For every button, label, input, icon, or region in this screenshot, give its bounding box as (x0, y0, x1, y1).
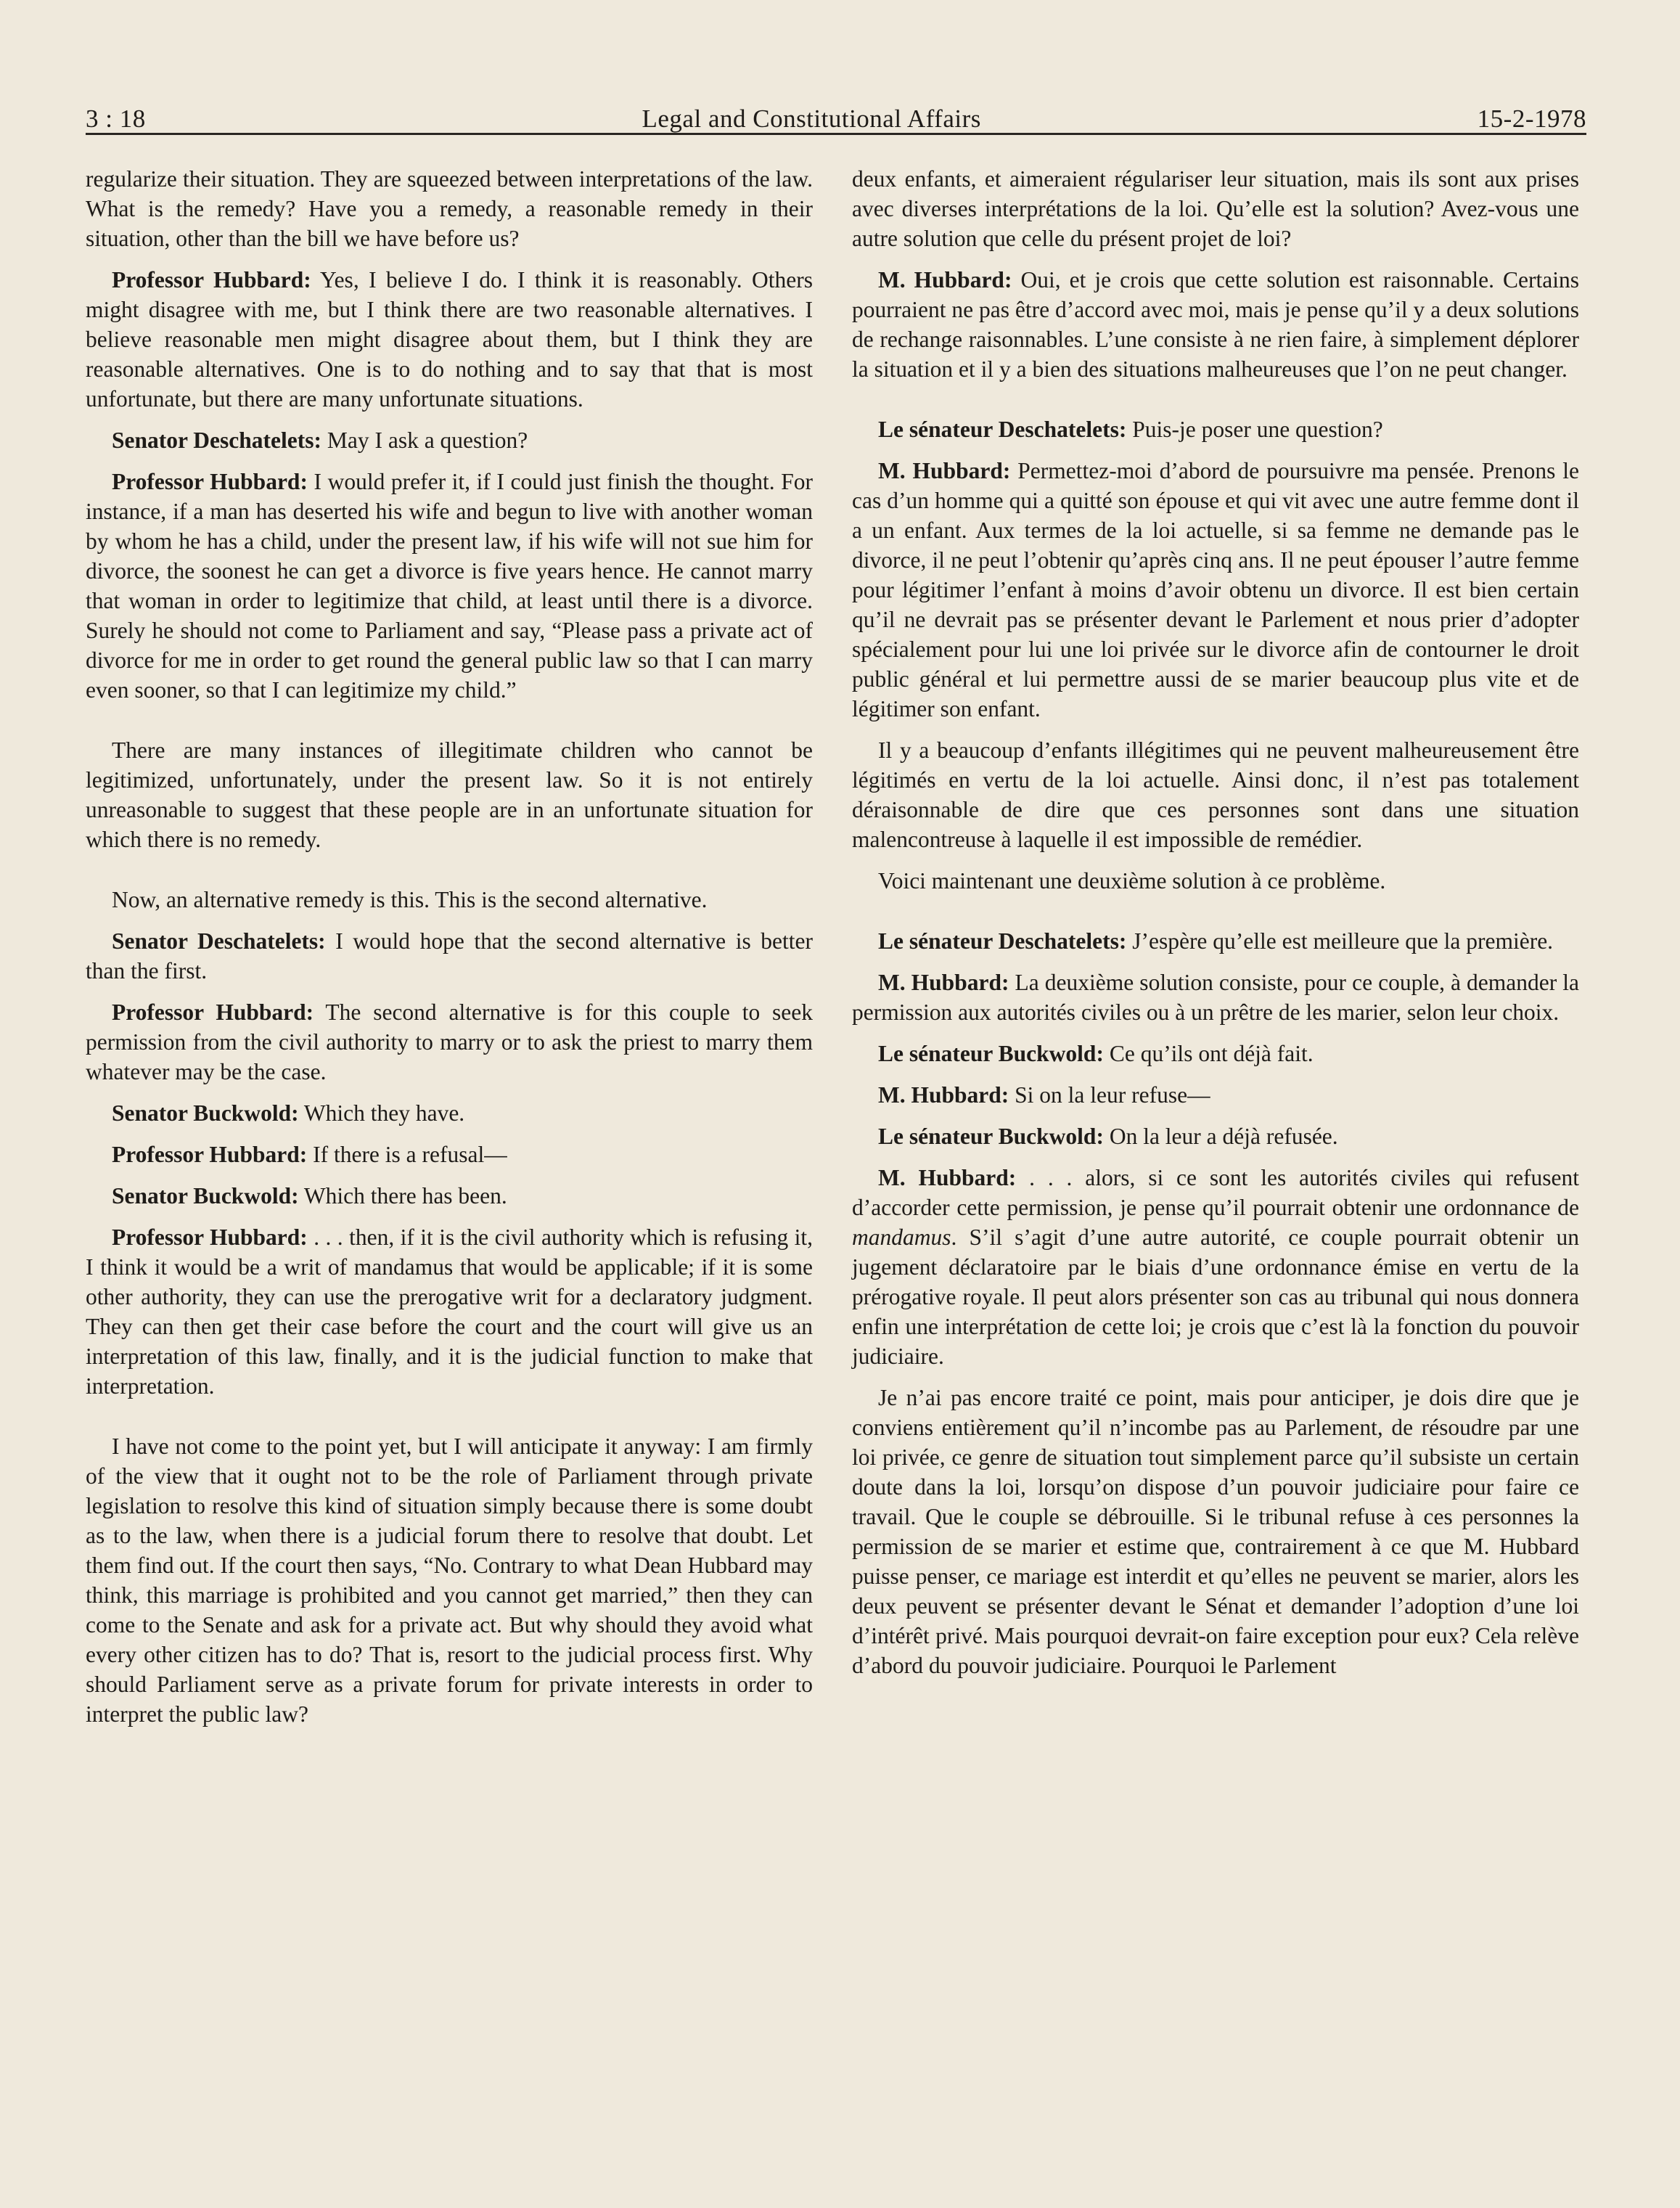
paragraph: M. Hubbard: La deuxième solution consiste, pour ce couple, à demander la permission aux autorités civiles ou à un prêtre de les marier, selon leur choix. (852, 970, 1580, 1025)
speaker-name: Senator Deschatelets: (112, 428, 321, 453)
paragraph: Le sénateur Buckwold: Ce qu’ils ont déjà fait. (878, 1041, 1314, 1066)
paragraph: Senator Buckwold: Which there has been. (112, 1183, 507, 1209)
speaker-name: Le sénateur Deschatelets: (878, 928, 1127, 954)
speaker-name: M. Hubbard: (878, 1082, 1009, 1108)
paragraph: Professor Hubbard: If there is a refusal— (112, 1142, 507, 1167)
speaker-name: Senator Deschatelets: (112, 928, 326, 954)
speaker-name: M. Hubbard: (878, 458, 1011, 483)
paragraph: Le sénateur Deschatelets: J’espère qu’elle est meilleure que la première. (878, 928, 1554, 954)
paragraph: Professor Hubbard: Yes, I believe I do. I think it is reasonably. Others might disagree with me, but I think there are two reasonable alternatives. I believe reasonable men might disagree about them, but I think they are reasonable alternatives. One is to do nothing and to say that that is most unfortunate, but there are many unfortunate situations. (86, 267, 813, 412)
issue-date: 15-2-1978 (1477, 105, 1586, 133)
paragraph: Le sénateur Deschatelets: Puis-je poser une question? (878, 417, 1383, 442)
paragraph: Le sénateur Buckwold: On la leur a déjà refusée. (878, 1124, 1338, 1149)
paragraph: Professor Hubbard: The second alternative is for this couple to seek permission from the civil authority to marry or to ask the priest to marry them whatever may be the case. (86, 999, 813, 1084)
paragraph: Senator Buckwold: Which they have. (112, 1100, 465, 1126)
italic-term: mandamus (852, 1224, 951, 1250)
paragraph: There are many instances of illegitimate children who cannot be legitimized, unfortunately, under the present law. So it is not entirely unreasonable to suggest that these people are in an unfortunate situation for which there is no remedy. (86, 737, 813, 852)
paragraph: M. Hubbard: Oui, et je crois que cette solution est raisonnable. Certains pourraient ne pas être d’accord avec moi, mais je pense qu’il y a deux solutions de rechange raisonnables. L’une consiste à ne rien faire, à simplement déplorer la situation et il y a bien des situations malheureuses que l’on ne peut changer. (852, 267, 1579, 382)
page-number: 3 : 18 (86, 105, 146, 133)
paragraph: Professor Hubbard: . . . then, if it is the civil authority which is refusing it, I think it would be a writ of mandamus that would be applicable; if it is some other authority, they can use the prerogative writ for a declaratory judgment. They can then get their case before the court and the court will give us an interpretation of this law, finally, and it is the judicial function to make that interpretation. (86, 1224, 813, 1399)
speaker-name: Professor Hubbard: (112, 469, 308, 494)
paragraph: M. Hubbard: . . . alors, si ce sont les autorités civiles qui refusent d’accorder cette permission, je pense qu’il pourrait obtenir une ordonnance de mandamus. S’il s’agit d’une autre autorité, ce couple pourrait obtenir un jugement déclaratoire par le biais d’une ordonnance émise en vertu de la prérogative royale. Il peut alors présenter son cas au tribunal qui nous donnera enfin une interprétation de cette loi; je crois que c’est là la fonction du pouvoir judiciaire. (852, 1165, 1579, 1369)
paragraph: Je n’ai pas encore traité ce point, mais pour anticiper, je dois dire que je conviens entièrement qu’il n’incombe pas au Parlement, de résoudre par une loi privée, ce genre de situation tout simplement parce qu’il subsiste un certain doute dans la loi, lorsqu’on dispose d’un pouvoir judiciaire pour faire ce travail. Que le couple se débrouille. Si le tribunal refuse à ces personnes la permission de se marier et estime que, contrairement à ce que M. Hubbard puisse penser, ce mariage est interdit et qu’elles ne peuvent se marier, alors les deux peuvent se présenter devant le Sénat et demander l’adoption d’une loi d’intérêt privé. Mais pourquoi devrait-on faire exception pour eux? Cela relève d’abord du pouvoir judiciaire. Pourquoi le Parlement (852, 1385, 1579, 1678)
speaker-name: Professor Hubbard: (112, 1224, 308, 1250)
speaker-name: M. Hubbard: (878, 267, 1012, 293)
speaker-name: M. Hubbard: (878, 970, 1009, 995)
paragraph: regularize their situation. They are squeezed between interpretations of the law. What is the remedy? Have you a remedy, a reasonable remedy in their situation, other than the bill we have before us? (86, 166, 813, 251)
paragraph: Il y a beaucoup d’enfants illégitimes qui ne peuvent malheureusement être légitimés en vertu de la loi actuelle. Ainsi donc, il n’est pas totalement déraisonnable de dire que ces personnes sont dans une situation malencontreuse à laquelle il est impossible de remédier. (852, 737, 1579, 852)
speaker-name: Senator Buckwold: (112, 1183, 299, 1209)
speaker-name: Professor Hubbard: (112, 999, 314, 1025)
paragraph: Voici maintenant une deuxième solution à ce problème. (878, 868, 1386, 894)
paragraph: M. Hubbard: Si on la leur refuse— (878, 1082, 1210, 1108)
paragraph: M. Hubbard: Permettez-moi d’abord de poursuivre ma pensée. Prenons le cas d’un homme qui a quitté son épouse et qui vit avec une autre femme dont il a un enfant. Aux termes de la loi actuelle, si sa femme ne demande pas le divorce, il ne peut l’obtenir qu’après cinq ans. Il ne peut épouser l’autre femme pour légitimer l’enfant à moins d’avoir obtenu un divorce. Il est bien certain qu’il ne devrait pas se présenter devant le Parlement et nous prier d’adopter spécialement pour lui une loi privée sur le divorce afin de contourner le droit public général et lui permettre aussi de se marier beaucoup plus vite et de légitimer son enfant. (852, 458, 1579, 721)
speaker-name: Senator Buckwold: (112, 1100, 299, 1126)
paragraph: Senator Deschatelets: May I ask a question? (112, 428, 528, 453)
speaker-name: Le sénateur Deschatelets: (878, 417, 1127, 442)
speaker-name: Professor Hubbard: (112, 1142, 308, 1167)
paragraph: deux enfants, et aimeraient régulariser leur situation, mais ils sont aux prises avec diverses interprétations de la loi. Qu’elle est la solution? Avez-vous une autre solution que celle du présent projet de loi? (852, 166, 1579, 251)
speaker-name: Le sénateur Buckwold: (878, 1041, 1104, 1066)
speaker-name: Professor Hubbard: (112, 267, 311, 293)
paragraph: Professor Hubbard: I would prefer it, if I could just finish the thought. For instance, if a man has deserted his wife and begun to live with another woman by whom he has a child, under the present law, if his wife will not sue him for divorce, the soonest he can get a divorce is five years hence. He cannot marry that woman in order to legitimize that child, at least until there is a divorce. Surely he should not come to Parliament and say, “Please pass a private act of divorce for me in order to get round the general public law so that I can marry even sooner, so that I can legitimize my child.” (86, 469, 813, 703)
header-rule (86, 133, 1586, 135)
paragraph: I have not come to the point yet, but I will anticipate it anyway: I am firmly of the view that it ought not to be the role of Parliament through private legislation to resolve this kind of situation simply because there is some doubt as to the law, when there is a judicial forum there to resolve that doubt. Let them find out. If the court then says, “No. Contrary to what Dean Hubbard may think, this marriage is prohibited and you cannot get married,” then they can come to the Senate and ask for a private act. But why should they avoid what every other citizen has to do? That is, resort to the judicial process first. Why should Parliament serve as a private forum for private interests in order to interpret the public law? (86, 1434, 813, 1727)
paragraph: Senator Deschatelets: I would hope that the second alternative is better than the first. (86, 928, 814, 984)
paragraph: Now, an alternative remedy is this. This is the second alternative. (112, 887, 708, 912)
page-header (86, 93, 1586, 134)
speaker-name: M. Hubbard: (878, 1165, 1017, 1190)
publication-title: Legal and Constitutional Affairs (642, 105, 981, 133)
english-column (86, 164, 813, 1741)
speaker-name: Le sénateur Buckwold: (878, 1124, 1104, 1149)
french-column (852, 164, 1579, 1692)
